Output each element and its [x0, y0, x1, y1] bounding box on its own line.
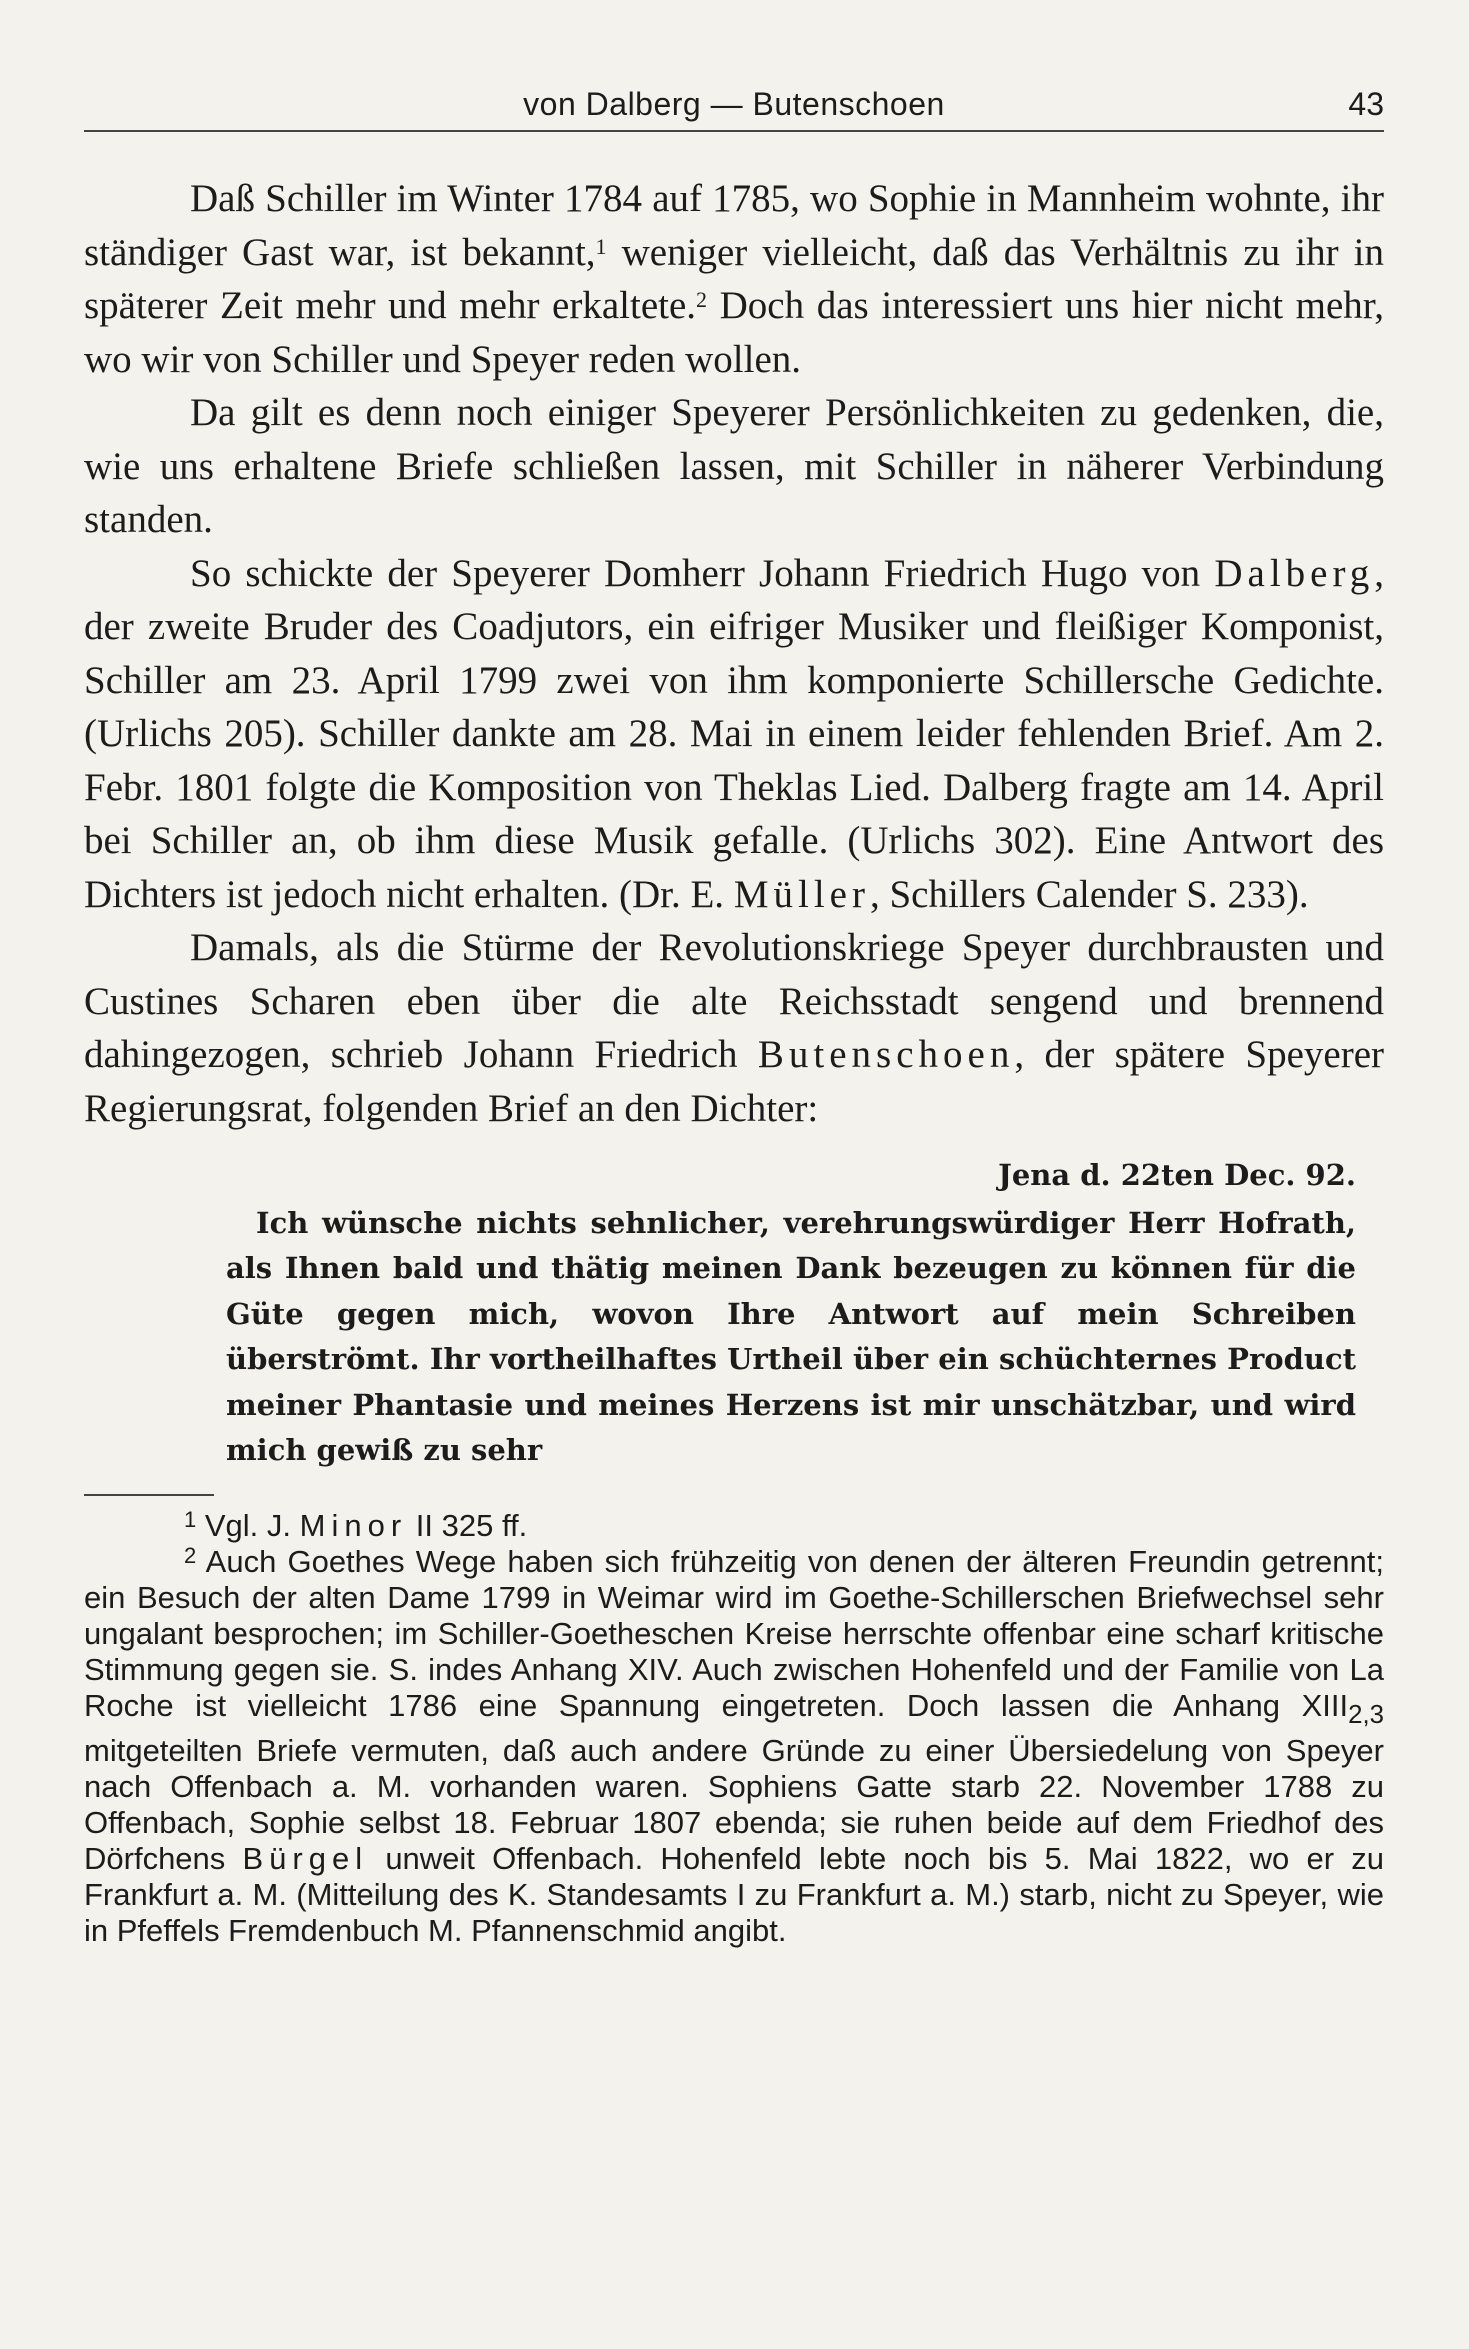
- page-number: 43: [1348, 86, 1384, 122]
- footnote-text: Auch Goethes Wege haben sich frühzeitig von denen der älteren Freundin getrennt; ein Besuch der alten Dame 1799 in Weimar wird im Goethe-Schillerschen Briefwechsel sehr ungalant besprochen; im Schiller-Goetheschen Kreise herrschte offenbar eine scharf kritische Stimmung gegen sie. S. indes Anhang XIV. Auch zwischen Hohenfeld und der Familie von La Roche ist vielleicht 1786 eine Spannung eingetreten. Doch lassen die Anhang XIII: [84, 1543, 1384, 1723]
- paragraph-text: , Schillers Calender S. 233).: [869, 872, 1309, 916]
- footnote-mark-1: 1: [184, 1506, 197, 1532]
- footnote-text: unweit Offenbach. Hohenfeld lebte noch bis 5. Mai 1822, wo er zu Frankfurt a. M. (Mitteilung des K. Standesamts I zu Frankfurt a. M.) starb, nicht zu Speyer, wie in Pfeffels Fremdenbuch M. Pfannenschmid angibt.: [84, 1840, 1384, 1948]
- footnote-1: [84, 1508, 1384, 1544]
- running-header: [84, 80, 1384, 132]
- name-butenschoen: Butenschoen: [757, 1033, 1015, 1076]
- book-page: [84, 80, 1384, 1949]
- paragraph-text: , der spätere Speyerer Regierungsrat, folgenden Brief an den Dichter:: [84, 1033, 1384, 1130]
- footnote-divider: [84, 1494, 214, 1496]
- name-dalberg: Dalberg: [1214, 551, 1375, 595]
- letter-date: Jena d. 22ten Dec. 92.: [998, 1158, 1356, 1192]
- paragraph-1: [84, 172, 1384, 386]
- paragraph-text: So schickte der Speyerer Domherr Johann Friedrich Hugo von: [190, 551, 1215, 595]
- paragraph-text: , der zweite Bruder des Coadjutors, ein eifriger Musiker und fleißiger Komponist, Schiller am 23. April 1799 zwei von ihm komponierte Schillersche Gedichte. (Urlichs 205). Schiller dankte am 28. Mai in einem leider fehlenden Brief. Am 2. Febr. 1801 folgte die Komposition von Theklas Lied. Dalberg fragte am 14. April bei Schiller an, ob ihm diese Musik gefalle. (Urlichs 302). Eine Antwort des Dichters ist jedoch nicht erhalten. (Dr. E.: [84, 551, 1384, 916]
- letter-quote: [226, 1153, 1356, 1474]
- footnote-2: [84, 1544, 1384, 1949]
- footnote-text: Vgl. J.: [204, 1507, 300, 1543]
- main-text: [84, 172, 1384, 1135]
- footnote-ref-2[interactable]: 2: [696, 287, 708, 312]
- paragraph-text: weniger vielleicht, daß das Verhältnis zu ihr in späterer Zeit mehr und mehr erkaltete.: [84, 230, 1384, 327]
- appendix-subscript: 2,3: [1348, 1700, 1384, 1729]
- footnote-ref-1[interactable]: 1: [595, 233, 607, 259]
- paragraph-4: [84, 921, 1384, 1135]
- paragraph-text: Damals, als die Stürme der Revolutionskriege Speyer durchbrausten und Custines Scharen eben über die alte Reichsstadt sengend und brennend dahingezogen, schrieb Johann Friedrich: [84, 926, 1384, 1076]
- paragraph-3: [84, 547, 1384, 922]
- paragraph-text: Daß Schiller im Winter 1784 auf 1785, wo Sophie in Mannheim wohnte, ihr ständiger Gast war, ist bekannt,: [84, 177, 1384, 274]
- footnote-mark-2: 2: [184, 1542, 197, 1568]
- name-mueller: Müller: [733, 872, 870, 916]
- footnote-text: mitgeteilten Briefe vermuten, daß auch andere Gründe zu einer Übersiedelung von Speyer nach Offenbach a. M. vorhanden waren. Sophiens Gatte starb 22. November 1788 zu Offenbach, Sophie selbst 18. Februar 1807 ebenda; sie ruhen beide auf dem Friedhof des Dörfchens: [84, 1732, 1384, 1876]
- name-buergel: Bürgel: [242, 1840, 369, 1876]
- letter-text: Ich wünsche nichts sehnlicher, verehrungswürdiger Herr Hofrath, als Ihnen bald und thätig meinen Dank bezeugen zu können für die Güte gegen mich, wovon Ihre Antwort auf mein Schreiben überströmt. Ihr vortheilhaftes Urtheil über ein schüchternes Product meiner Phantasie und meines Herzens ist mir unschätzbar, und wird mich gewiß zu sehr: [226, 1205, 1356, 1467]
- paragraph-text: Doch das interessiert uns hier nicht mehr, wo wir von Schiller und Speyer reden wollen.: [84, 284, 1384, 381]
- running-title: von Dalberg — Butenschoen: [523, 86, 945, 122]
- name-minor: Minor: [299, 1507, 408, 1543]
- footnotes: [84, 1508, 1384, 1949]
- footnote-text: II 325 ff.: [407, 1507, 528, 1543]
- paragraph-2: Da gilt es denn noch einiger Speyerer Persönlichkeiten zu gedenken, die, wie uns erhaltene Briefe schließen lassen, mit Schiller in näherer Verbindung standen.: [84, 391, 1384, 541]
